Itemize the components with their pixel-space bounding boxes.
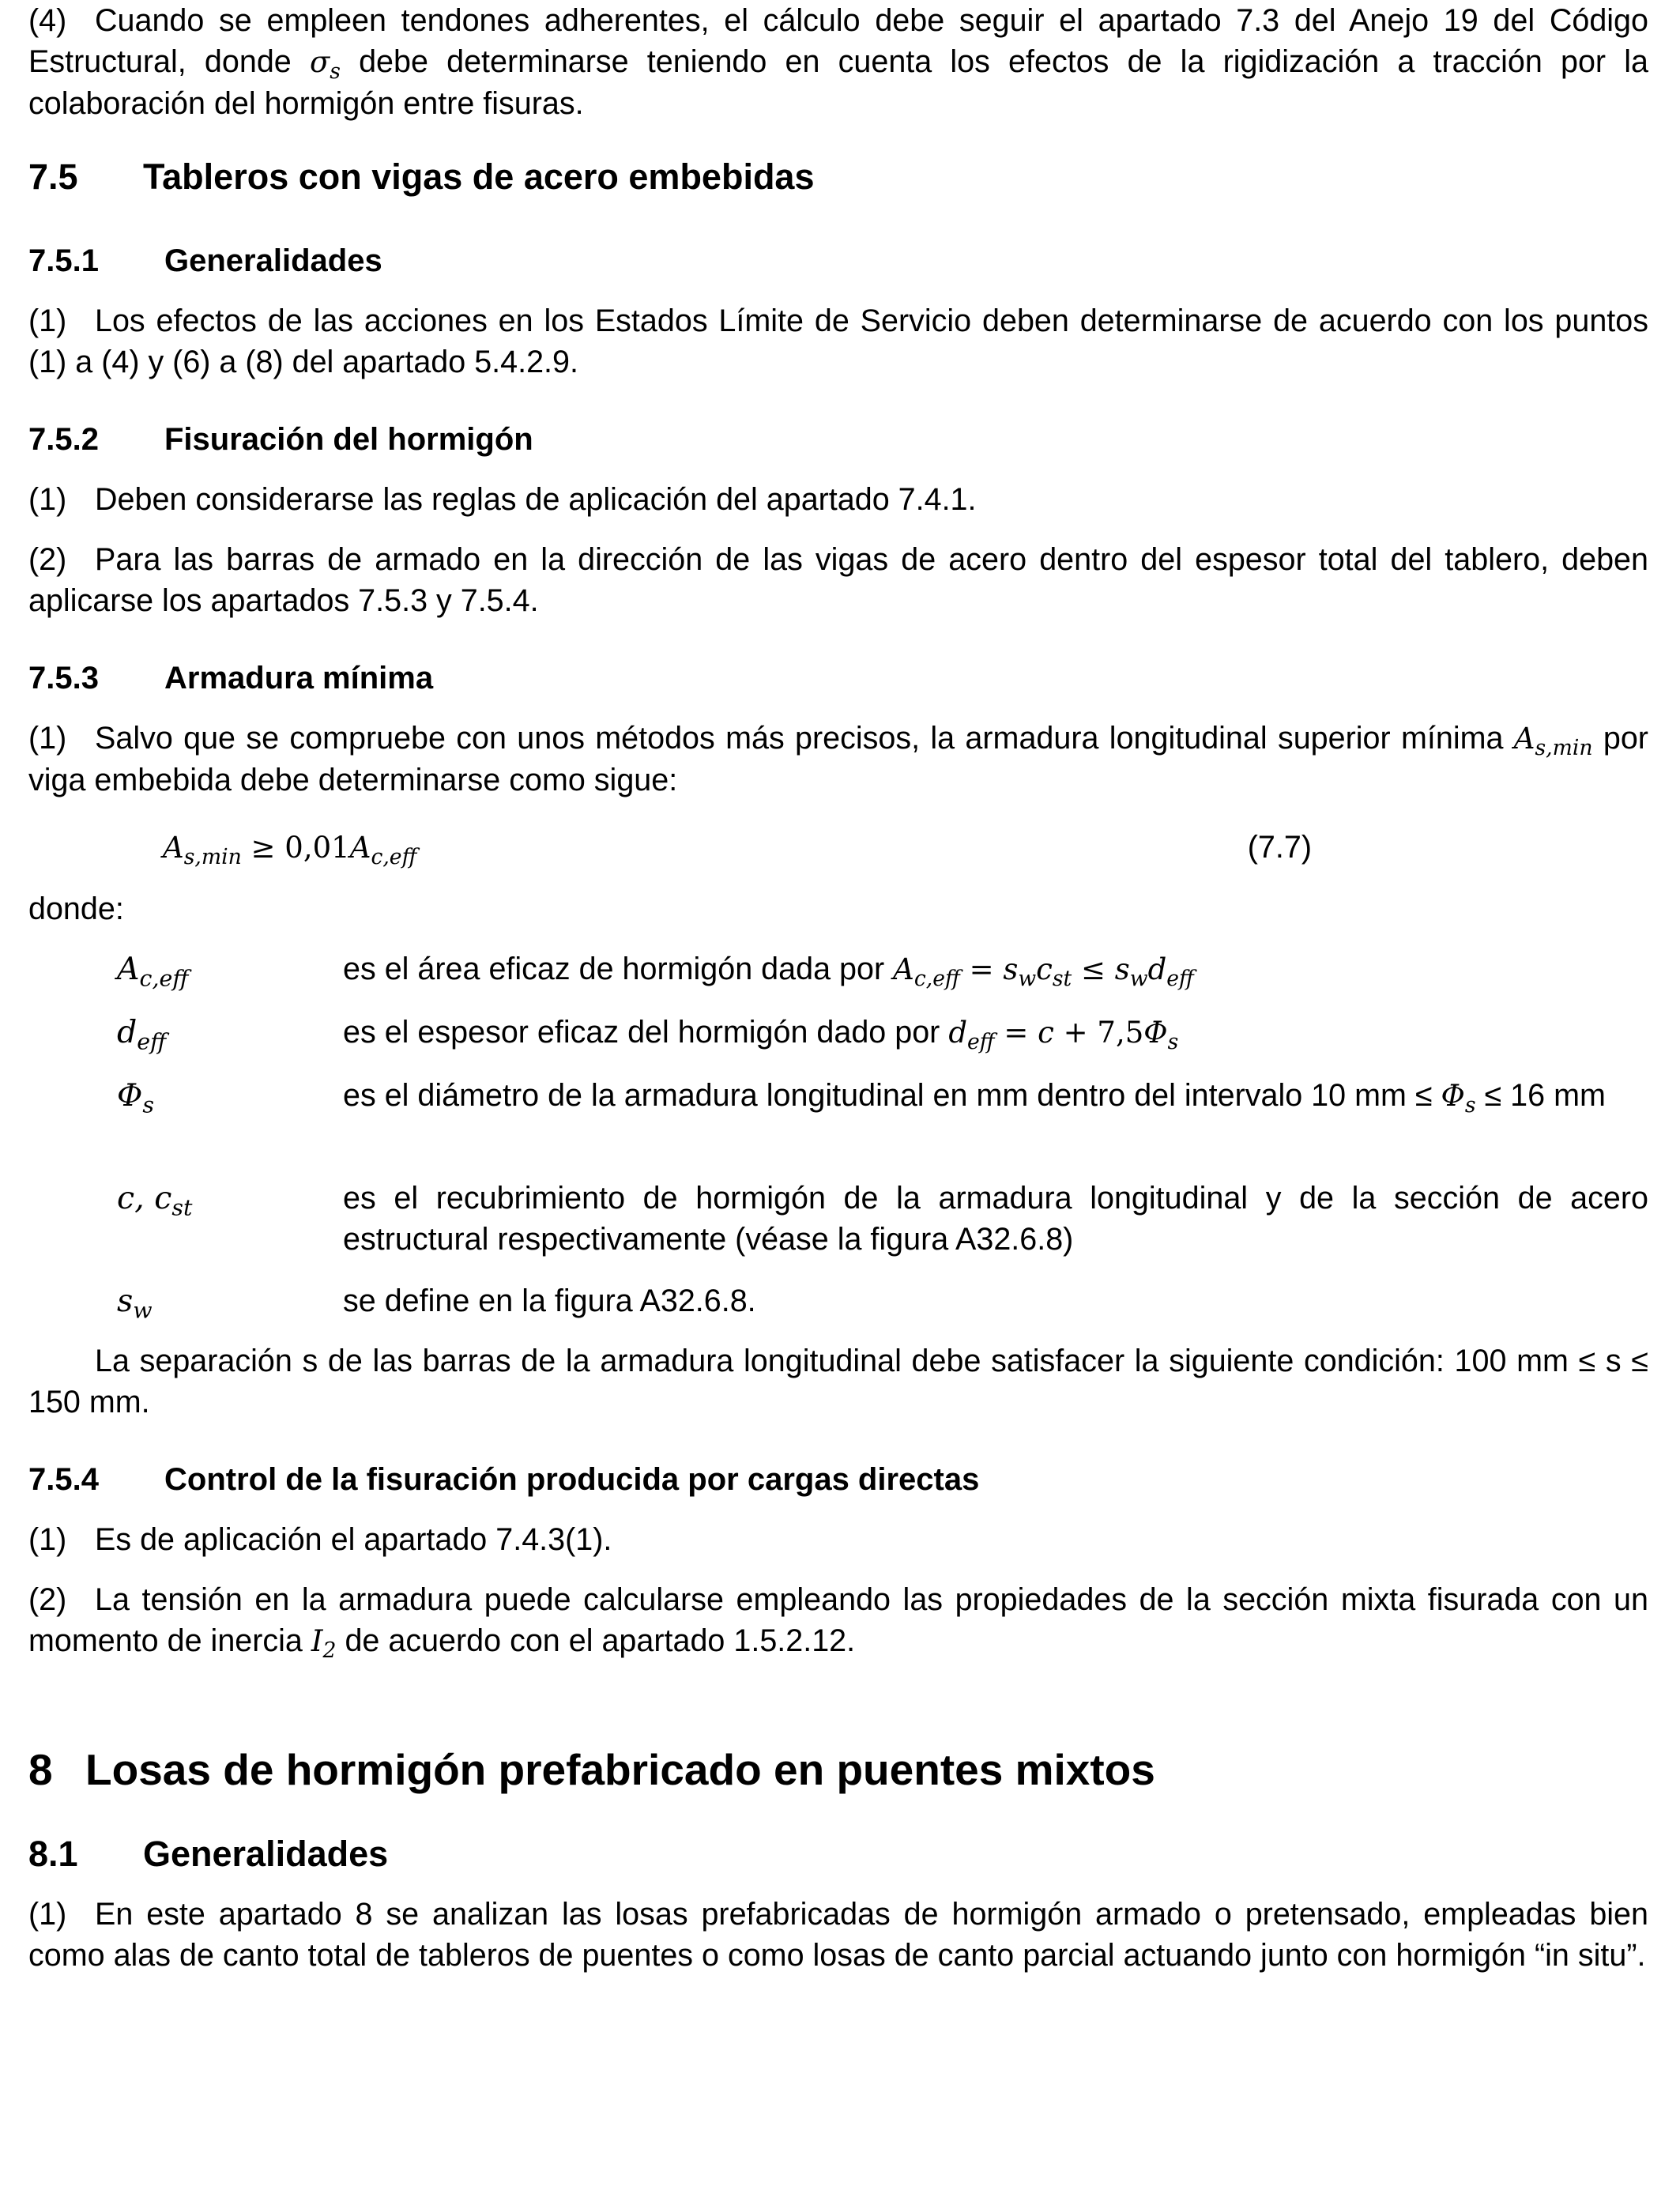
- section-title: Control de la fisuración producida por cargas directas: [164, 1462, 980, 1497]
- section-heading-8-1: [28, 1832, 1648, 1876]
- where-label: donde:: [28, 892, 124, 926]
- paragraph-7-5-3-1: [28, 718, 1648, 801]
- section-number: 8.1: [28, 1834, 78, 1874]
- section-number: 7.5.2: [28, 422, 99, 457]
- equation-number: (7.7): [1247, 830, 1312, 865]
- definition-text: se define en la figura A32.6.8.: [343, 1284, 756, 1318]
- definition-symbol: $\Phi_s$: [117, 1077, 154, 1118]
- chapter-title: Losas de hormigón prefabricado en puentes mixtos: [85, 1745, 1155, 1794]
- definition-symbol: $A_{c,eff}$: [117, 951, 189, 992]
- definition-text: es el recubrimiento de hormigón de la armadura longitudinal y de la sección de acero estructural respectivamente (véase la figura A32.6.8): [343, 1181, 1648, 1257]
- paragraph-7-5-2-2: [28, 539, 1648, 621]
- paragraph-text: La tensión en la armadura puede calcularse empleando las propiedades de la sección mixta fisurada con un momento de inercia: [28, 1582, 1648, 1658]
- section-number: 7.5: [28, 156, 78, 197]
- paragraph-text: Es de aplicación el apartado 7.4.3(1).: [95, 1522, 612, 1557]
- paragraph-intro-4: [28, 0, 1648, 124]
- paragraph-number: (4): [28, 3, 67, 38]
- paragraph-text: Cuando se empleen tendones adherentes, el cálculo debe seguir el apartado 7.3 del Anejo 19 del Código Estructural, donde: [28, 3, 1648, 79]
- section-number: 7.5.1: [28, 243, 99, 278]
- section-heading-7-5-1: [28, 240, 1648, 281]
- definition-symbol: $d_{eff}$: [117, 1014, 167, 1055]
- paragraph-7-5-2-1: [28, 479, 1648, 520]
- section-heading-7-5-3: [28, 658, 1648, 699]
- section-title: Generalidades: [164, 243, 382, 278]
- section-heading-7-5-2: [28, 419, 1648, 460]
- equation-7-7: [28, 827, 1648, 868]
- paragraph-text: En este apartado 8 se analizan las losas prefabricadas de hormigón armado o pretensado, empleadas bien como alas de canto total de tableros de puentes o como losas de canto parcial actuando junto con hormigón “in situ”.: [28, 1897, 1648, 1973]
- paragraph-spacing-condition: La separación s de las barras de la armadura longitudinal debe satisfacer la siguiente condición: 100 mm ≤ s ≤ 150 mm.: [28, 1344, 1648, 1419]
- paragraph-7-5-4-1: [28, 1519, 1648, 1560]
- paragraph-text-cont: debe determinarse teniendo en cuenta los efectos de la rigidización a tracción por la colaboración del hormigón entre fisuras.: [28, 44, 1648, 121]
- section-number: 7.5.4: [28, 1462, 99, 1497]
- paragraph-text: Los efectos de las acciones en los Estados Límite de Servicio deben determinarse de acuerdo con los puntos (1) a (4) y (6) a (8) del apartado 5.4.2.9.: [28, 303, 1648, 379]
- paragraph-number: (2): [28, 1582, 67, 1617]
- paragraph-8-1-1: [28, 1894, 1648, 1976]
- paragraph-text: Para las barras de armado en la dirección de las vigas de acero dentro del espesor total del tablero, deben aplicarse los apartados 7.5.3 y 7.5.4.: [28, 542, 1648, 618]
- section-title: Tableros con vigas de acero embebidas: [143, 156, 815, 197]
- section-number: 7.5.3: [28, 661, 99, 696]
- math-sigma-s: $\sigma_s$: [309, 45, 341, 84]
- math-i2: $I_2$: [311, 1624, 337, 1663]
- paragraph-number: (1): [28, 1897, 67, 1932]
- paragraph-7-5-4-2: [28, 1579, 1648, 1662]
- definition-symbol: c, $c_{st}$: [117, 1180, 193, 1221]
- section-heading-7-5-4: [28, 1459, 1648, 1500]
- section-title: Armadura mínima: [164, 661, 434, 696]
- paragraph-number: (1): [28, 303, 67, 338]
- definition-text: es el espesor eficaz del hormigón dado por $d_{eff} = c + 7,5\Phi_s$: [343, 1015, 1179, 1054]
- definition-text: es el diámetro de la armadura longitudinal en mm dentro del intervalo 10 mm ≤ $\Phi_s \le 16$ mm: [343, 1078, 1606, 1118]
- paragraph-number: (1): [28, 1522, 67, 1557]
- chapter-number: 8: [28, 1745, 53, 1794]
- section-title: Generalidades: [143, 1834, 389, 1874]
- paragraph-text: Salvo que se compruebe con unos métodos más precisos, la armadura longitudinal superior mínima: [95, 721, 1504, 756]
- paragraph-text-cont: por viga embebida debe determinarse como sigue:: [28, 721, 1648, 797]
- paragraph-7-5-1-1: [28, 300, 1648, 383]
- paragraph-text: Deben considerarse las reglas de aplicación del apartado 7.4.1.: [95, 482, 977, 517]
- section-heading-7-5: [28, 155, 1648, 199]
- math-as-min: $A_{s,min}$: [1513, 722, 1593, 760]
- paragraph-number: (1): [28, 482, 67, 517]
- definition-symbol: $s_w$: [117, 1283, 153, 1324]
- equation-body: $A_{s,min} \ge 0,01A_{c,eff}$: [163, 831, 417, 869]
- definition-text: es el área eficaz de hormigón dada por $A_{c,eff} = s_wc_{st} \le s_wd_{eff}$: [343, 952, 1194, 991]
- paragraph-number: (1): [28, 721, 67, 756]
- chapter-heading-8: [28, 1744, 1648, 1796]
- paragraph-number: (2): [28, 542, 67, 577]
- section-title: Fisuración del hormigón: [164, 422, 533, 457]
- paragraph-text-cont: de acuerdo con el apartado 1.5.2.12.: [345, 1623, 856, 1658]
